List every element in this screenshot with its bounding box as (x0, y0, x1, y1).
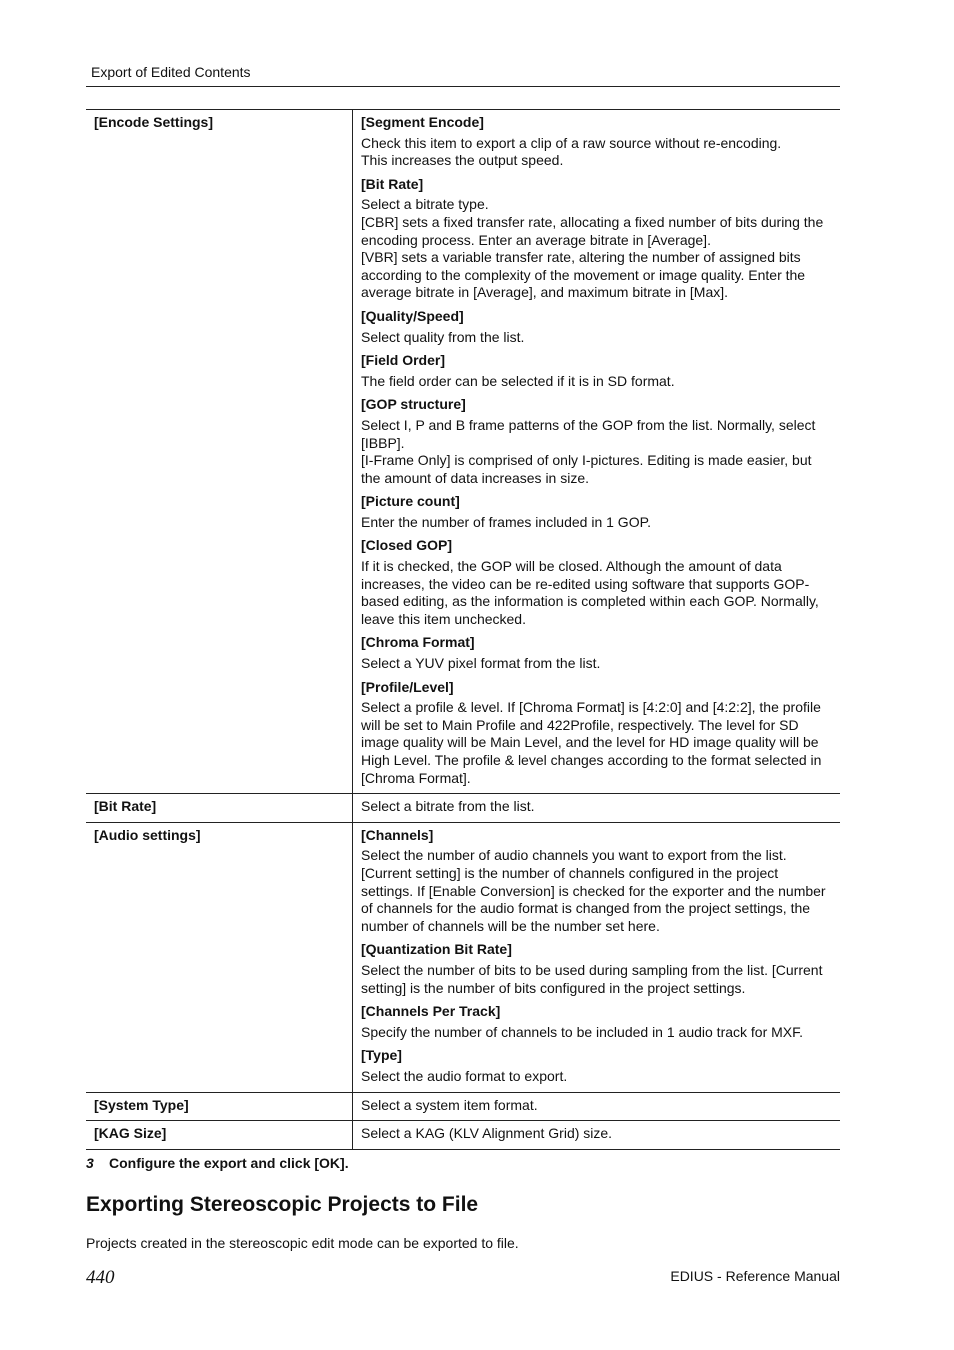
sub-option-title: [Picture count] (361, 493, 460, 510)
sub-option-text: Select a profile & level. If [Chroma Format] is [4:2:0] and [4:2:2], the profile will be set to Main Profile and 422Profile, respectively. The level for SD image quality will be Main Level, and the level for HD image quality will be High Level. The profile & level changes according to the format selected in [Chroma Format]. (361, 699, 822, 786)
running-header: Export of Edited Contents (91, 64, 251, 80)
step-number: 3 (86, 1155, 94, 1171)
table-row (86, 794, 840, 823)
sub-option-text: Specify the number of channels to be included in 1 audio track for MXF. (361, 1023, 804, 1040)
sub-option (361, 176, 832, 302)
sub-option (361, 1047, 832, 1085)
manual-title: EDIUS - Reference Manual (670, 1268, 840, 1284)
table-row (86, 1092, 840, 1121)
sub-option (361, 1003, 832, 1041)
table-row (86, 1121, 840, 1150)
sub-option-title: [GOP structure] (361, 396, 466, 413)
sub-option-text: Select the number of audio channels you want to export from the list. (361, 847, 787, 864)
page-number: 440 (86, 1267, 115, 1288)
sub-option-text: Select a YUV pixel format from the list. (361, 655, 601, 672)
step-instruction (86, 1155, 349, 1171)
sub-option (361, 634, 832, 672)
sub-option-text: Check this item to export a clip of a raw source without re-encoding. (361, 134, 782, 151)
sub-option-text: [Current setting] is the number of channels configured in the project settings. If [Enable Conversion] is checked for the exporter and the number of channels for the audio format is changed from the project settings, the number of channels will be the number set here. (361, 864, 826, 934)
setting-description (353, 794, 841, 823)
sub-option-text: [I-Frame Only] is comprised of only I-pictures. Editing is made easier, but the amount of data increases in size. (361, 452, 812, 486)
sub-option (361, 308, 832, 346)
sub-option (361, 352, 832, 390)
sub-option-text: Select the number of bits to be used during sampling from the list. [Current setting] is the number of bits configured in the project settings. (361, 961, 823, 996)
sub-option-title: [Channels Per Track] (361, 1003, 501, 1020)
section-heading: Exporting Stereoscopic Projects to File (86, 1193, 479, 1216)
sub-option-title: [Bit Rate] (361, 175, 424, 192)
setting-text: Select a KAG (KLV Alignment Grid) size. (361, 1125, 613, 1142)
setting-description (353, 110, 841, 794)
setting-name: [Bit Rate] (86, 794, 353, 823)
sub-option (361, 941, 832, 997)
sub-option (361, 827, 832, 936)
sub-option-text: This increases the output speed. (361, 152, 564, 169)
sub-option-text: Select a bitrate type. (361, 196, 489, 213)
sub-option-text: Enter the number of frames included in 1 GOP. (361, 513, 652, 530)
sub-option (361, 537, 832, 628)
setting-text: Select a bitrate from the list. (361, 798, 535, 815)
sub-option-text: Select I, P and B frame patterns of the GOP from the list. Normally, select [IBBP]. (361, 416, 816, 451)
sub-option-title: [Type] (361, 1047, 402, 1064)
setting-description (353, 1092, 841, 1121)
setting-description (353, 822, 841, 1092)
table-row (86, 822, 840, 1092)
setting-description (353, 1121, 841, 1150)
sub-option-text: The field order can be selected if it is in SD format. (361, 372, 675, 389)
table-row (86, 110, 840, 794)
sub-option-title: [Quality/Speed] (361, 307, 464, 324)
sub-option (361, 679, 832, 788)
setting-text: Select a system item format. (361, 1096, 538, 1113)
sub-option-title: [Quantization Bit Rate] (361, 941, 512, 958)
section-paragraph: Projects created in the stereoscopic edit mode can be exported to file. (86, 1235, 519, 1251)
setting-name: [Encode Settings] (86, 110, 353, 794)
sub-option-text: [CBR] sets a fixed transfer rate, allocating a fixed number of bits during the encoding process. Enter an average bitrate in [Average]. (361, 213, 824, 248)
sub-option-title: [Profile/Level] (361, 678, 454, 695)
setting-name: [KAG Size] (86, 1121, 353, 1150)
setting-name: [System Type] (86, 1092, 353, 1121)
settings-table (86, 109, 840, 1150)
sub-option (361, 396, 832, 487)
sub-option (361, 493, 832, 531)
sub-option-title: [Segment Encode] (361, 114, 484, 130)
setting-name: [Audio settings] (86, 822, 353, 1092)
sub-option (361, 114, 832, 170)
sub-option-title: [Closed GOP] (361, 537, 453, 554)
sub-option-title: [Chroma Format] (361, 634, 475, 651)
header-divider (86, 86, 840, 87)
sub-option-text: Select quality from the list. (361, 328, 525, 345)
sub-option-title: [Field Order] (361, 352, 446, 369)
sub-option-title: [Channels] (361, 826, 434, 843)
sub-option-text: Select the audio format to export. (361, 1067, 568, 1084)
sub-option-text: If it is checked, the GOP will be closed. Although the amount of data increases, the video can be re-edited using software that supports GOP-based editing, as the information is completed within each GOP. Normally, leave this item unchecked. (361, 558, 819, 627)
sub-option-text: [VBR] sets a variable transfer rate, altering the number of assigned bits according to the complexity of the movement or image quality. Enter the average bitrate in [Average], and maximum bitrate in [Max]. (361, 249, 806, 301)
step-text: Configure the export and click [OK]. (109, 1155, 349, 1171)
